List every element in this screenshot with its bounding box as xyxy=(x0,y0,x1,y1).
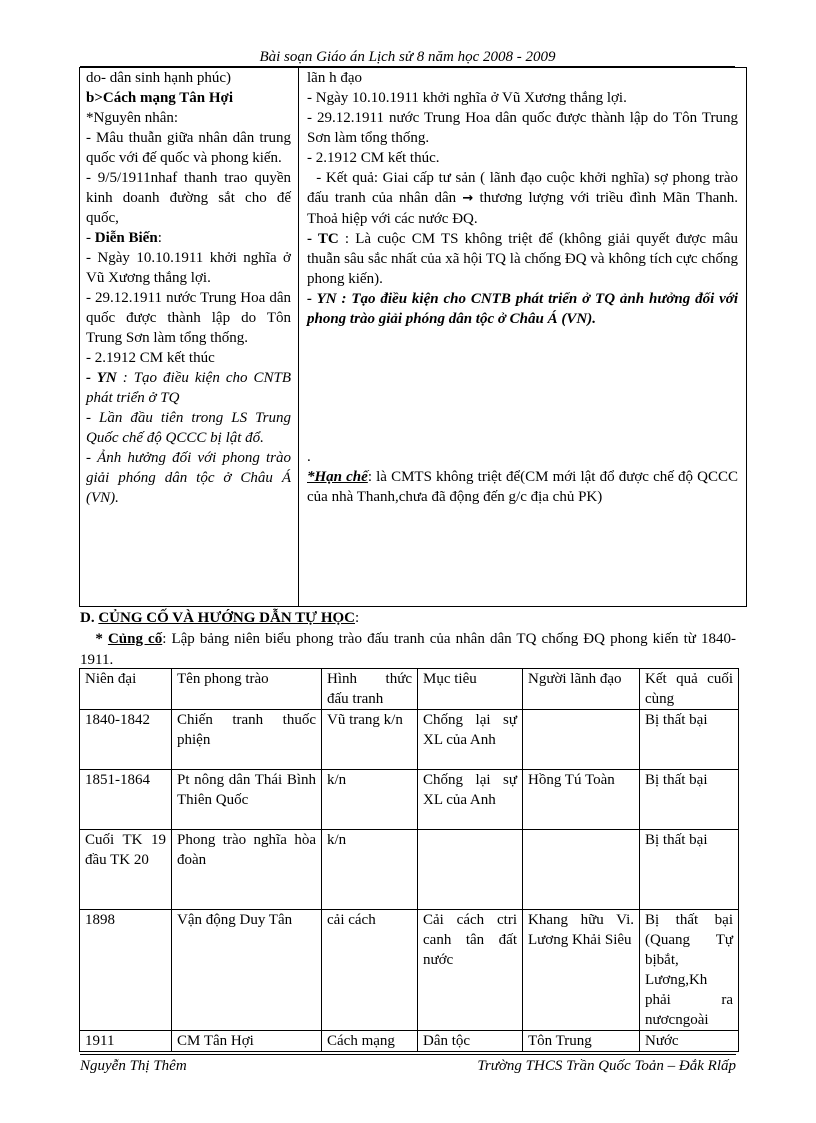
table-cell: 1898 xyxy=(80,910,172,1031)
table-cell: Dân tộc xyxy=(418,1031,523,1052)
section-prefix: D. xyxy=(80,610,99,626)
right-line: lãn h đạo xyxy=(307,70,362,86)
table-row xyxy=(80,710,739,770)
page-header xyxy=(80,49,735,67)
table-cell: Nước xyxy=(640,1031,739,1052)
section-title: CỦNG CỐ VÀ HƯỚNG DẪN TỰ HỌC xyxy=(98,610,356,626)
table-cell: Bị thất bại (Quang Tự bịbắt, Lương,Kh phải ra nươcngoài xyxy=(640,910,739,1031)
table-cell: Chống lại sự XL của Anh xyxy=(418,770,523,830)
right-line xyxy=(307,467,738,507)
table-cell: Chống lại sự XL của Anh xyxy=(418,710,523,770)
right-line xyxy=(307,168,738,229)
cc-text: : Lập bảng niên biểu phong trào đấu tranh của nhân dân TQ chống ĐQ phong kiến từ 1840-1911. xyxy=(80,631,737,668)
tc-label: - TC xyxy=(307,231,339,247)
right-column xyxy=(299,68,746,606)
left-line: - Ngày 10.10.1911 khởi nghĩa ở Vũ Xương thắng lợi. xyxy=(86,250,291,286)
page-footer xyxy=(80,1054,736,1077)
table-cell: Vận động Duy Tân xyxy=(172,910,322,1031)
table-header-cell: Hình thức đấu tranh xyxy=(322,669,418,710)
table-cell: Vũ trang k/n xyxy=(322,710,418,770)
table-cell: Cuối TK 19 đầu TK 20 xyxy=(80,830,172,910)
han-che-text: : là CMTS không triệt để(CM mới lật đổ được chế độ QCCC của nhà Thanh,chưa đã động đến g/c địa chủ PK) xyxy=(307,469,739,505)
table-cell: Khang hữu Vi. Lương Khải Siêu xyxy=(523,910,640,1031)
table-header-cell: Mục tiêu xyxy=(418,669,523,710)
table-row xyxy=(80,830,739,910)
table-cell: Chiến tranh thuốc phiện xyxy=(172,710,322,770)
table-cell: Cải cách ctri canh tân đất nước xyxy=(418,910,523,1031)
table-cell xyxy=(418,830,523,910)
spacer xyxy=(307,329,738,447)
result-text-cont: thương lượng với triều đình Mãn Thanh. Thoả hiệp với các nước ĐQ. xyxy=(307,190,739,227)
yn-text: : Tạo điều kiện cho CNTB phát triển ở TQ xyxy=(86,370,291,406)
footer-school: Trường THCS Trần Quốc Toản – Đắk Rlấp xyxy=(477,1058,736,1074)
table-cell: Pt nông dân Thái Bình Thiên Quốc xyxy=(172,770,322,830)
table-cell: 1911 xyxy=(80,1031,172,1052)
dien-bien-label: Diễn Biến xyxy=(94,230,158,246)
arrow-right-icon: → xyxy=(462,191,474,206)
table-cell: Tôn Trung xyxy=(523,1031,640,1052)
table-cell: k/n xyxy=(322,830,418,910)
chronology-table xyxy=(79,668,739,1052)
section-heading xyxy=(80,608,736,629)
left-column xyxy=(80,68,299,606)
yn-label: - YN xyxy=(86,370,117,386)
left-line: - 29.12.1911 nước Trung Hoa dân quốc được thành lập do Tôn Trung Sơn làm tổng thống. xyxy=(86,290,291,346)
table-cell: CM Tân Hợi xyxy=(172,1031,322,1052)
header-title: Bài soạn Giáo án Lịch sử 8 năm học 2008 - 2009 xyxy=(259,49,556,65)
content-table xyxy=(79,67,747,607)
table-header-cell: Tên phong trào xyxy=(172,669,322,710)
table-cell: Phong trào nghĩa hòa đoàn xyxy=(172,830,322,910)
right-line: - Ngày 10.10.1911 khởi nghĩa ở Vũ Xương thắng lợi. xyxy=(307,90,627,106)
right-line xyxy=(307,229,738,289)
left-line: *Nguyên nhân: xyxy=(86,110,179,126)
right-line: . xyxy=(307,449,311,465)
subsection-heading: b>Cách mạng Tân Hợi xyxy=(86,90,234,106)
right-line: - 2.1912 CM kết thúc. xyxy=(307,150,440,166)
table-cell: Bị thất bại xyxy=(640,830,739,910)
table-cell: Cách mạng xyxy=(322,1031,418,1052)
footer-author: Nguyễn Thị Thêm xyxy=(80,1058,187,1074)
table-cell xyxy=(523,830,640,910)
table-header-cell: Niên đại xyxy=(80,669,172,710)
left-line xyxy=(86,228,291,248)
table-row xyxy=(80,770,739,830)
consolidation-text xyxy=(80,629,736,671)
left-line: - Lần đầu tiên trong LS Trung Quốc chế độ QCCC bị lật đổ. xyxy=(86,410,291,446)
left-line: - Mâu thuẫn giữa nhân dân trung quốc với đế quốc và phong kiến. xyxy=(86,130,291,166)
table-row xyxy=(80,1031,739,1052)
han-che-label: *Hạn chế xyxy=(307,469,368,485)
consolidation-section xyxy=(80,608,736,671)
table-cell: Hồng Tú Toàn xyxy=(523,770,640,830)
left-line: - 9/5/1911nhaf thanh trao quyền kinh doanh đường sắt cho đế quốc, xyxy=(86,170,291,226)
cc-label: Củng cố xyxy=(107,631,163,647)
colon: : xyxy=(157,230,162,246)
dash: - xyxy=(86,230,95,246)
table-cell: cải cách xyxy=(322,910,418,1031)
table-row xyxy=(80,910,739,1031)
cc-prefix: * xyxy=(95,631,108,647)
result-text: - Kết quả: Giai cấp tư sản ( lãnh đạo cuộc khởi nghĩa) sợ phong trào đấu tranh của nhân dân xyxy=(307,170,739,206)
right-line: - YN : Tạo điều kiện cho CNTB phát triển ở TQ ảnh hưởng đối với phong trào giải phóng dân tộc ở Châu Á (VN). xyxy=(307,291,738,327)
table-cell: Bị thất bại xyxy=(640,710,739,770)
right-line: - 29.12.1911 nước Trung Hoa dân quốc được thành lập do Tôn Trung Sơn làm tổng thống. xyxy=(307,110,738,146)
left-line: - 2.1912 CM kết thúc xyxy=(86,350,215,366)
table-header-cell: Kết quả cuối cùng xyxy=(640,669,739,710)
section-suffix: : xyxy=(355,610,360,626)
tc-text: : Là cuộc CM TS không triệt để (không giải quyết được mâu thuẫn sâu sắc nhất của xã hội TQ là chống ĐQ và không tích cực chống phong kiến). xyxy=(307,231,738,287)
left-line xyxy=(86,368,291,408)
table-cell: 1840-1842 xyxy=(80,710,172,770)
left-line: - Ảnh hưởng đối với phong trào giải phóng dân tộc ở Châu Á (VN). xyxy=(86,450,291,506)
table-cell: 1851-1864 xyxy=(80,770,172,830)
table-header-row xyxy=(80,669,739,710)
table-cell: k/n xyxy=(322,770,418,830)
table-cell: Bị thất bại xyxy=(640,770,739,830)
left-line: do- dân sinh hạnh phúc) xyxy=(86,70,231,86)
table-header-cell: Người lãnh đạo xyxy=(523,669,640,710)
table-cell xyxy=(523,710,640,770)
